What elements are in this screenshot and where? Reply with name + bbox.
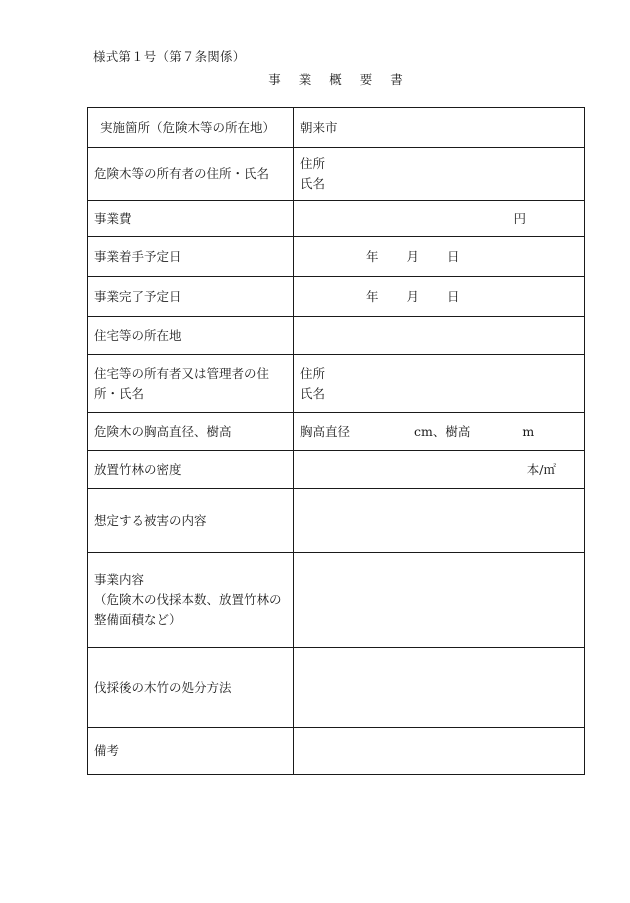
row-remarks <box>88 728 585 775</box>
row-house-owner <box>88 355 585 413</box>
row-house-location <box>88 317 585 355</box>
label-house-owner: 住宅等の所有者又は管理者の住 所・氏名 <box>88 355 294 413</box>
end-day-unit: 日 <box>447 288 460 304</box>
label-tree-size: 危険木の胸高直径、樹高 <box>88 413 294 451</box>
label-remarks: 備考 <box>88 728 294 775</box>
label-disposal: 伐採後の木竹の処分方法 <box>88 648 294 728</box>
value-location[interactable]: 朝来市 <box>294 108 585 148</box>
value-house-owner[interactable] <box>294 355 585 413</box>
document-title <box>0 70 630 88</box>
value-cost[interactable] <box>294 201 585 237</box>
diameter-unit: cm、樹高 <box>414 423 471 439</box>
value-work-content[interactable] <box>294 553 585 648</box>
label-owner: 危険木等の所有者の住所・氏名 <box>88 148 294 201</box>
label-damage: 想定する被害の内容 <box>88 489 294 553</box>
owner-address-label: 住所 <box>300 156 326 171</box>
row-start-date <box>88 237 585 277</box>
house-owner-address-label: 住所 <box>300 365 326 381</box>
value-house-location[interactable] <box>294 317 585 355</box>
row-end-date <box>88 277 585 317</box>
house-owner-name-label: 氏名 <box>300 385 326 401</box>
value-tree-size[interactable] <box>294 413 585 451</box>
start-year-unit: 年 <box>366 248 379 264</box>
value-end-date[interactable] <box>294 277 585 317</box>
label-house-location: 住宅等の所在地 <box>88 317 294 355</box>
start-month-unit: 月 <box>406 248 420 264</box>
height-unit: m <box>522 423 535 439</box>
row-tree-size <box>88 413 585 451</box>
row-owner <box>88 148 585 201</box>
label-bamboo-density: 放置竹林の密度 <box>88 451 294 489</box>
value-disposal[interactable] <box>294 648 585 728</box>
label-start-date: 事業着手予定日 <box>88 237 294 277</box>
document-title-text: 事 業 概 要 書 <box>268 72 410 87</box>
label-work-content: 事業内容 （危険木の伐採本数、放置竹林の 整備面積など） <box>88 553 294 648</box>
end-month-unit: 月 <box>406 288 420 304</box>
label-end-date: 事業完了予定日 <box>88 277 294 317</box>
row-damage <box>88 489 585 553</box>
row-location <box>88 108 585 148</box>
value-remarks[interactable] <box>294 728 585 775</box>
value-bamboo-density[interactable] <box>294 451 585 489</box>
value-start-date[interactable] <box>294 237 585 277</box>
cost-unit: 円 <box>513 210 526 226</box>
value-owner[interactable] <box>294 148 585 201</box>
row-work-content <box>88 553 585 648</box>
end-year-unit: 年 <box>366 288 379 304</box>
owner-name-label: 氏名 <box>300 176 326 191</box>
row-disposal <box>88 648 585 728</box>
start-day-unit: 日 <box>447 248 460 264</box>
value-damage[interactable] <box>294 489 585 553</box>
diameter-label: 胸高直径 <box>300 423 351 439</box>
row-bamboo-density <box>88 451 585 489</box>
summary-form-table <box>87 107 585 775</box>
form-number: 様式第１号（第７条関係） <box>93 49 246 64</box>
row-cost <box>88 201 585 237</box>
density-unit: 本/㎡ <box>526 461 556 477</box>
label-cost: 事業費 <box>88 201 294 237</box>
label-location: 実施箇所（危険木等の所在地） <box>88 108 294 148</box>
